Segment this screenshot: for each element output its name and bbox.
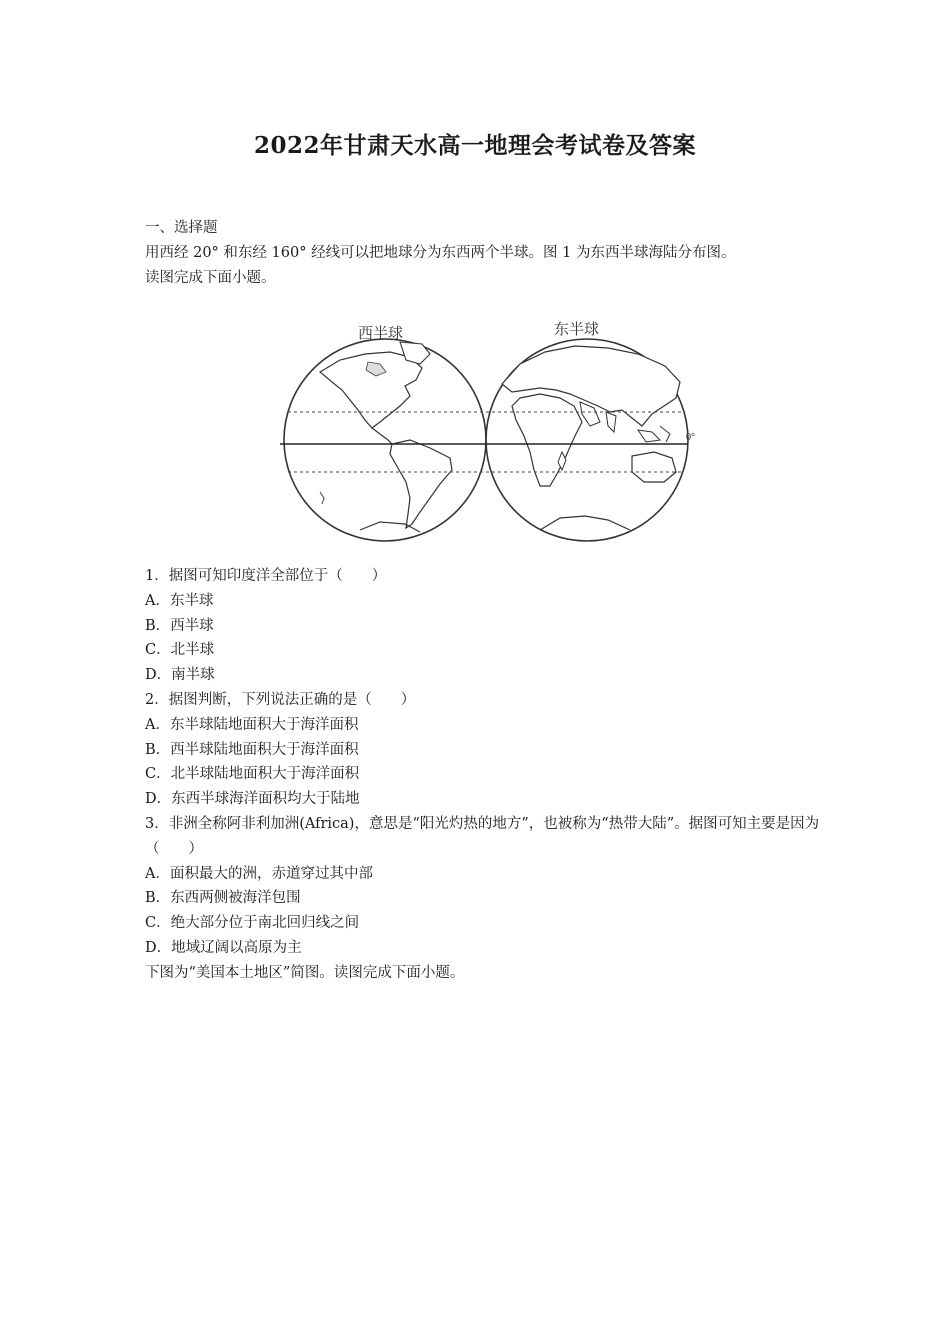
questions-block <box>145 564 825 986</box>
question-3-option-b: B．东西两侧被海洋包围 <box>145 890 301 907</box>
question-2-option-c: C．北半球陆地面积大于海洋面积 <box>145 766 360 783</box>
west-hemisphere-label: 西半球 <box>358 326 404 342</box>
hemispheres-map-figure <box>240 302 740 552</box>
question-2-option-a: A．东半球陆地面积大于海洋面积 <box>145 716 359 733</box>
question-2-option-d: D．东西半球海洋面积均大于陆地 <box>145 791 360 808</box>
question-2-option-b: B．西半球陆地面积大于海洋面积 <box>145 741 359 758</box>
question-3-option-a: A．面积最大的洲，赤道穿过其中部 <box>145 865 373 882</box>
question-3-option-c: C．绝大部分位于南北回归线之间 <box>145 915 360 932</box>
east-hemisphere-label: 东半球 <box>554 322 600 338</box>
equator-label: 0° <box>686 432 695 443</box>
intro-block <box>145 216 825 290</box>
question-1-option-d: D．南半球 <box>145 667 215 684</box>
question-1-option-a: A．东半球 <box>145 592 214 609</box>
hemispheres-map <box>240 302 740 552</box>
question-1-stem: 1．据图可知印度洋全部位于（ ） <box>145 568 387 584</box>
question-3-stem: 3．非洲全称阿非利加洲(Africa)，意思是“阳光灼热的地方”，也被称为“热带大陆”。据图可知主要是因为（ ） <box>145 815 820 857</box>
intro-line-2: 读图完成下面小题。 <box>145 269 276 286</box>
section-heading: 一、选择题 <box>145 220 218 236</box>
question-3-option-d: D．地域辽阔以高原为主 <box>145 939 302 956</box>
intro-line-1: 用西经 20° 和东经 160° 经线可以把地球分为东西两个半球。图 1 为东西半球海陆分布图。 <box>145 244 736 261</box>
question-2-stem: 2．据图判断，下列说法正确的是（ ） <box>145 691 416 708</box>
question-1-option-c: C．北半球 <box>145 642 215 659</box>
outro-line: 下图为“美国本土地区”简图。读图完成下面小题。 <box>145 964 465 981</box>
question-1-option-b: B．西半球 <box>145 617 214 634</box>
document-title: 2022年甘肃天水高一地理会考试卷及答案 <box>253 132 696 159</box>
